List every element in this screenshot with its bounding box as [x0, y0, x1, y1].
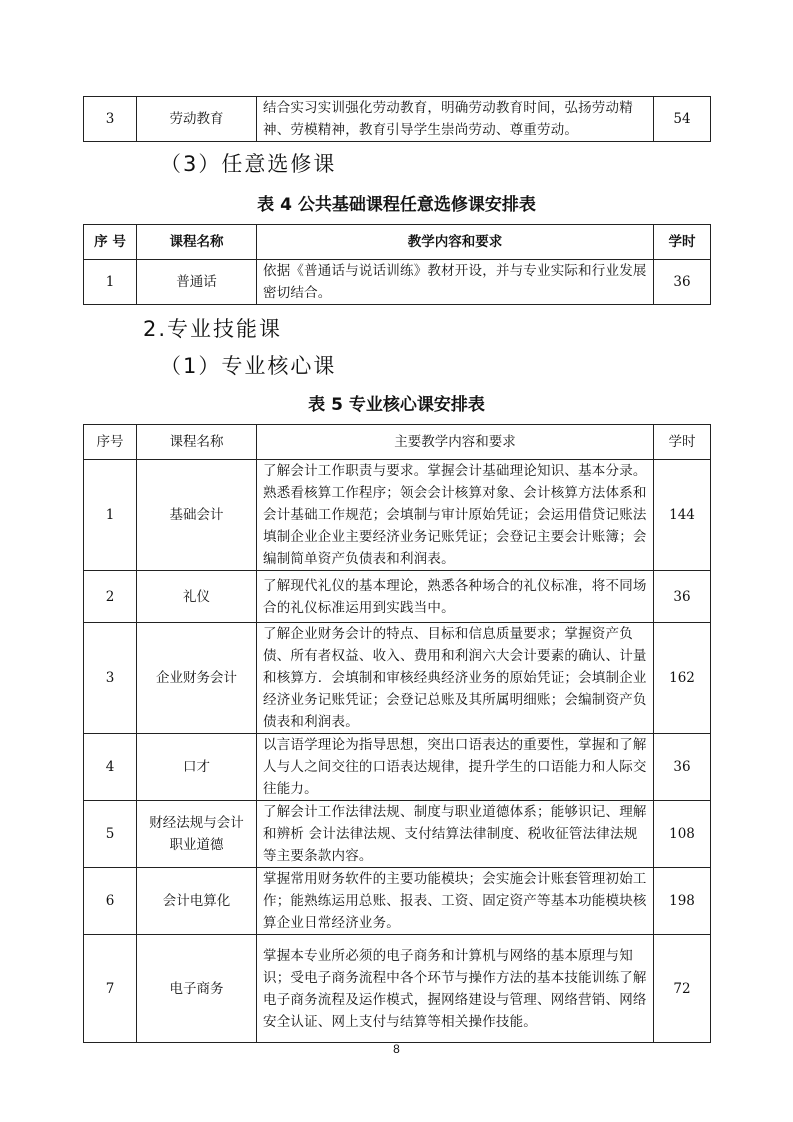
table4-caption: 表 4 公共基础课程任意选修课安排表 — [257, 195, 536, 215]
course-content: 以言语学理论为指导思想，突出口语表达的重要性，掌握和了解人与人之间交往的口语表达规律，提升学生的口语能力和人际交往能力。 — [257, 734, 654, 801]
table-row — [84, 460, 711, 571]
table5 — [83, 424, 711, 1043]
course-name: 普通话 — [137, 260, 257, 305]
section-heading-elective: （3）任意选修课 — [160, 152, 337, 176]
course-name: 电子商务 — [137, 935, 257, 1043]
table-header — [84, 225, 711, 260]
table-row — [84, 97, 711, 142]
course-name: 会计电算化 — [137, 868, 257, 935]
course-content: 了解企业财务会计的特点、目标和信息质量要求；掌握资产负债、所有者权益、收入、费用和利润六大会计要素的确认、计量和核算方．会填制和审核经典经济业务的原始凭证；会填制企业经济业务记账凭证；会登记总账及其所属明细账；会编制资产负债表和利润表。 — [257, 623, 654, 734]
header-name: 课程名称 — [137, 225, 257, 260]
course-content: 了解会计工作法律法规、制度与职业道德体系；能够识记、理解和辨析 会计法律法规、支付结算法律制度、税收征管法律法规等主要条款内容。 — [257, 801, 654, 868]
row-no: 3 — [84, 97, 137, 142]
course-content: 了解会计工作职责与要求。掌握会计基础理论知识、基本分录。熟悉看核算工作程序；领会会计核算对象、会计核算方法体系和会计基础工作规范；会填制与审计原始凭证；会运用借贷记账法填制企业企业主要经济业务记账凭证；会登记主要会计账簿；会编制简单资产负债表和利润表。 — [257, 460, 654, 571]
table4 — [83, 224, 711, 305]
header-content: 教学内容和要求 — [257, 225, 654, 260]
course-content: 了解现代礼仪的基本理论，熟悉各种场合的礼仪标准，将不同场合的礼仪标准运用到实践当中。 — [257, 571, 654, 623]
row-no: 6 — [84, 868, 137, 935]
table3-continuation — [83, 96, 711, 142]
row-no: 2 — [84, 571, 137, 623]
course-hours: 36 — [654, 260, 711, 305]
course-name: 财经法规与会计职业道德 — [137, 801, 257, 868]
header-content: 主要教学内容和要求 — [257, 425, 654, 460]
table-header — [84, 425, 711, 460]
course-name: 礼仪 — [137, 571, 257, 623]
section-heading-skill: 2.专业技能课 — [143, 317, 283, 341]
section-heading-core: （1）专业核心课 — [160, 354, 337, 378]
course-content: 掌握常用财务软件的主要功能模块；会实施会计账套管理初始工作；能熟练运用总账、报表、工资、固定资产等基本功能模块核算企业日常经济业务。 — [257, 868, 654, 935]
course-hours: 72 — [654, 935, 711, 1043]
row-no: 1 — [84, 260, 137, 305]
header-name: 课程名称 — [137, 425, 257, 460]
course-name: 企业财务会计 — [137, 623, 257, 734]
course-content: 掌握本专业所必须的电子商务和计算机与网络的基本原理与知识；受电子商务流程中各个环节与操作方法的基本技能训练了解电子商务流程及运作模式，握网络建设与管理、网络营销、网络安全认证、网上支付与结算等相关操作技能。 — [257, 935, 654, 1043]
course-content: 依据《普通话与说话训练》教材开设，并与专业实际和行业发展密切结合。 — [257, 260, 654, 305]
row-no: 5 — [84, 801, 137, 868]
course-hours: 54 — [654, 97, 711, 142]
course-hours: 108 — [654, 801, 711, 868]
course-hours: 144 — [654, 460, 711, 571]
course-name: 口才 — [137, 734, 257, 801]
row-no: 7 — [84, 935, 137, 1043]
table-row — [84, 801, 711, 868]
row-no: 1 — [84, 460, 137, 571]
course-hours: 162 — [654, 623, 711, 734]
course-hours: 36 — [654, 571, 711, 623]
header-no: 序号 — [84, 425, 137, 460]
course-name: 基础会计 — [137, 460, 257, 571]
table-row — [84, 260, 711, 305]
table-row — [84, 571, 711, 623]
header-hours: 学时 — [654, 425, 711, 460]
course-hours: 198 — [654, 868, 711, 935]
page-number: 8 — [393, 1042, 400, 1056]
table-row — [84, 623, 711, 734]
header-no: 序 号 — [84, 225, 137, 260]
row-no: 3 — [84, 623, 137, 734]
row-no: 4 — [84, 734, 137, 801]
course-hours: 36 — [654, 734, 711, 801]
table-row — [84, 935, 711, 1043]
course-content: 结合实习实训强化劳动教育，明确劳动教育时间，弘扬劳动精神、劳模精神，教育引导学生崇尚劳动、尊重劳动。 — [257, 97, 654, 142]
table-row — [84, 868, 711, 935]
header-hours: 学时 — [654, 225, 711, 260]
course-name: 劳动教育 — [137, 97, 257, 142]
table5-caption: 表 5 专业核心课安排表 — [308, 395, 485, 415]
table-row — [84, 734, 711, 801]
